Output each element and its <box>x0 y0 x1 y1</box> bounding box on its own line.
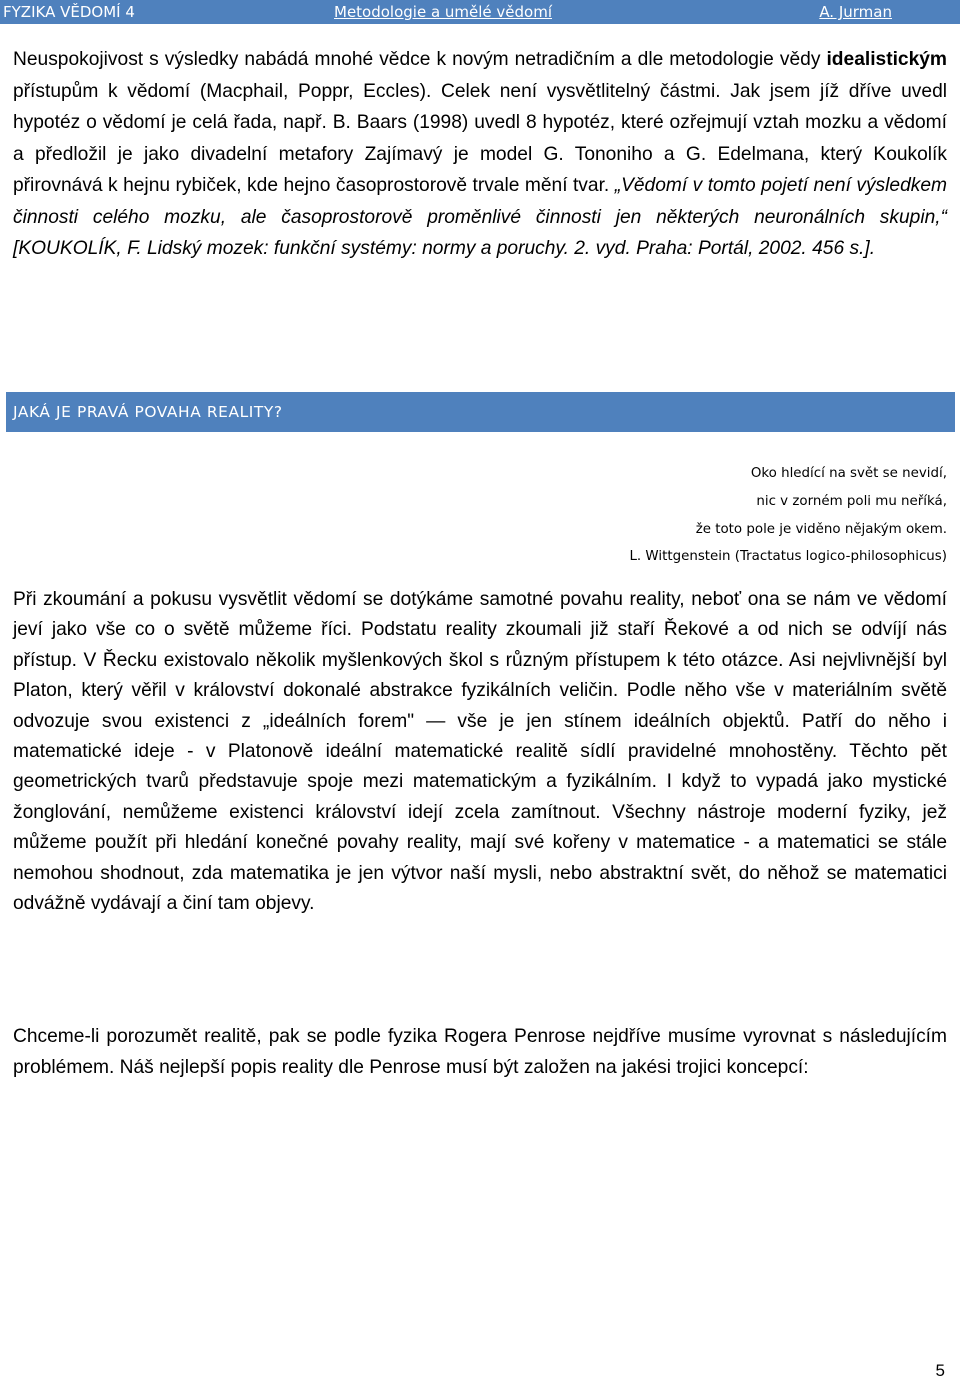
quote-line-2: nic v zorném poli mu neříká, <box>756 493 947 509</box>
header-chapter-title: Metodologie a umělé vědomí <box>334 3 553 21</box>
paragraph1-bold-term: idealistickým <box>826 49 947 70</box>
paragraph1-text-middle: přístupům k vědomí (Macphail, Poppr, Eccles). Celek není vysvětlitelný částmi. Jak jsem jíž dříve uvedl hypotéz o vědomí je celá řada, např. B. Baars (1998) uvedl 8 hypotéz, které ozřejmují vztah mozku a vědomí a předložil je jako divadelní metafory Zajímavý je model G. Tononiho a G. Edelmana, který Koukolík přirovnává k hejnu rybiček, kde hejno časoprostorově trvale mění tvar. <box>13 80 947 196</box>
quote-attribution: L. Wittgenstein (Tractatus logico-philosophicus) <box>629 549 947 565</box>
paragraph-penrose: Chceme-li porozumět realitě, pak se podle fyzika Rogera Penrose nejdříve musíme vyrovnat s následujícím problémem. Náš nejlepší popis reality dle Penrose musí být založen na jakési trojici koncepcí: <box>13 1026 947 1079</box>
quote-line-1: Oko hledící na svět se nevidí, <box>750 466 947 481</box>
quote-line-3: že toto pole je viděno nějakým okem. <box>695 521 947 537</box>
paragraph-consciousness-hypotheses <box>13 44 947 265</box>
page-header <box>0 0 960 24</box>
header-author: A. Jurman <box>819 3 892 21</box>
paragraph1-text-start: Neuspokojivost s výsledky nabádá mnohé vědce k novým netradičním a dle metodologie vědy <box>13 49 827 70</box>
section-heading-bar <box>6 392 955 432</box>
header-document-title: FYZIKA VĚDOMÍ 4 <box>3 3 135 21</box>
epigraph-quote <box>629 460 947 571</box>
paragraph-nature-of-reality: Při zkoumání a pokusu vysvětlit vědomí se dotýkáme samotné povahu reality, neboť ona se nám ve vědomí jeví jako vše co o světě můžeme říci. Podstatu reality zkoumali již staří Řekové a od nich se odvíjí nás přístup. V Řecku existovalo několik myšlenkových škol s různým přístupem k této otázce. Asi nejvlivnější byl Platon, který věřil v království dokonalé abstrakce fyzikálních veličin. Podle něho vše v materiálním světě odvozuje svou existenci z „ideálních forem" — vše je jen stínem ideálních objektů. Patří do něho i matematické ideje - v Platonově ideální matematické realitě sídlí pravidelné mnohostěny. Těchto pět geometrických tvarů představuje spoje mezi matematickým a fyzikálním. I když to vypadá jako mystické žonglování, nemůžeme existenci království idejí zcela zamítnout. Všechny nástroje moderní fyziky, jež můžeme použít při hledání konečné povahy reality, mají své kořeny v matematice - a matematici se stále nemohou shodnout, zda matematika je jen výtvor naší mysli, nebo abstraktní svět, do něhož se matematici odvážně vydávají a činí tam objevy. <box>13 589 947 915</box>
section-title: JAKÁ JE PRAVÁ POVAHA REALITY? <box>13 403 283 421</box>
paragraph1-italic-citation: „Vědomí v tomto pojetí není výsledkem činnosti celého mozku, ale časoprostorově proměnlivé činnosti jen některých neuronálních skupin,“ [KOUKOLÍK, F. Lidský mozek: funkční systémy: normy a poruchy. 2. vyd. Praha: Portál, 2002. 456 s.]. <box>13 175 947 259</box>
page-number: 5 <box>935 1361 945 1380</box>
